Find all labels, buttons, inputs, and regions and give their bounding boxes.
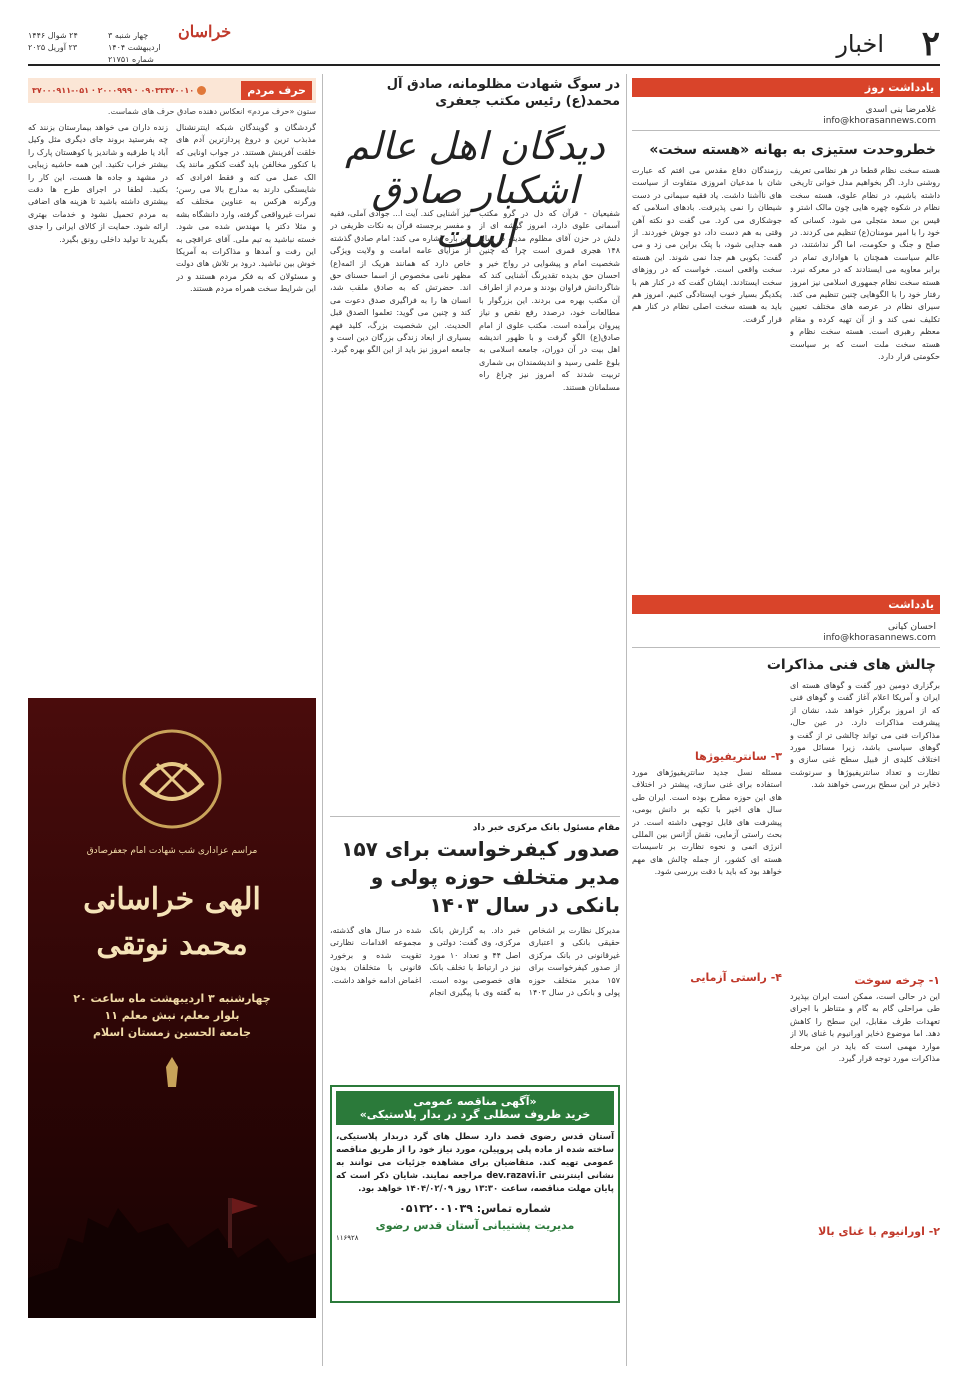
author-box [632,622,940,648]
author-box [632,105,940,131]
calligraphy-headline: دیدگان اهل عالم اشکبار صادق است [345,124,605,256]
ad-footer: مدیریت پشتیبانی آستان قدس رضوی [375,1219,575,1232]
column-note: ستون «حرف مردم» انعکاس دهنده صادق حرف های شماست. [107,107,316,116]
ad-code: ۱۱۶۹۲۸ [336,1234,359,1242]
article-text: شفیعیان - قرآن که دل در گرو مکتب آسمانی علوی دارد، امروز گوشه ای از دلش در حزن آقای مظلوم مدینه در سال ۱۴۸ هجری قمری است چرا که چنین شخصیت امام و پیشوایی در رواج خیر و احسان حق بدیده تقدیرنگ آشنایی کند که شاگردانش فراوان بودند و مردم از اطراف آن مکتب بهره می بردند. این بزرگوار با مطالعات خود، درصدد رفع نقص و نیاز پیروان برآمده است. مکتب علوی از امام صادق(ع) الگو گرفت و با ظهور اندیشه اهل بیت در آن دوران، جامعه اسلامی به بلوغ علمی رسید و اندیشمندان بی شماری تربیت شدند که امروز نیز چراغ راه مسلمانان هستند. [479,209,620,392]
poster-place: جامعة الحسین زمستان اسلام [93,1026,251,1039]
subheading: ۱- چرخه سوخت [854,974,940,987]
issue-info: چهار شنبه ۳ اردیبهشت ۱۴۰۴ شماره ۲۱۷۵۱ [108,31,161,64]
article-text: هسته سخت نظام قطعا در هر نظامی تعریف روشنی دارد. اگر بخواهیم مدل خوانی تاریخی داشته باشیم، در نظام علوی، هسته سخت نظام در شکوه چهره هایی چون مالک اشتر و قیس بن سعد متجلی می شود. کسانی که خود را با امیر مومنان(ع) تنظیم می کردند. در صلح و جنگ و حکومت، اما اگر نداشتند، در عالم سیاست همچنان با هواداری تمام در برابر معاویه می ایستادند که در معرکه نبرد. هسته سخت نظام جمهوری اسلامی نیز امروز رفتار خود را با الگوهایی چنین تنظیم می کند. سیرای نظام در عرصه های مختلف تعیین تکلیف نمی کند و از آن تهیه کرده و مقام معظم رهبری است. هسته سخت نظام و هسته سخت ملت است که بر سیاست حکومتی قرار دارد. [790,166,940,362]
poster-speaker: الهی خراسانی [83,882,261,917]
article-text: مسئله نسل جدید سانتریفیوژهای مورد استفاده برای غنی سازی، پیشتر در اختلاف های این حوزه مطرح بوده است. ایران طی سال های اخیر با تکیه بر دانش بومی، پیشرفت های قابل توجهی داشته است. در بحث راستی آزمایی، نقش آژانس بین المللی انرژی اتمی و نحوه نظارت بر تاسیسات هسته ای کشور، از جمله چالش های مهم خواهد بود که باید با دقت بررسی شود. [632,768,782,877]
column-divider [322,74,323,1366]
article-title: خطروحدت ستیزی به بهانه «هسته سخت» [649,142,936,158]
ad-body: آستان قدس رضوی قصد دارد سطل های گرد دربدار پلاستیکی، ساخته شده از ماده پلی پروپیلن، مورد نیاز خود را از طریق مناقصه عمومی تهیه کند. متقاضیان برای مشاهده جزئیات می توانند به نشانی اینترنتی dev.razavi.ir مراجعه نمایند. شایان ذکر است که پایان مهلت مناقصه، ساعت ۱۳:۳۰ روز ۱۴۰۴/۰۲/۰۹ خواهد بود. [336,1132,614,1194]
poster-speaker: محمد نوتقی [96,927,248,962]
article-body [632,165,940,585]
section-title: اخبار [836,30,884,58]
section-tag: حرف مردم [241,81,312,100]
people-voice-bar [28,78,316,103]
phone-icon [197,86,206,95]
page-number: ۲ [921,24,940,64]
subheading: ۲- اورانیوم با غنای بالا [818,1225,940,1238]
newspaper-logo: خراسان [178,22,232,41]
author-email: info@khorasannews.com [823,633,936,643]
article-body [330,208,620,808]
date-info: ۲۴ شوال ۱۴۴۶ ۲۳ آوریل ۲۰۲۵ [28,31,78,52]
section-tag: یادداشت [632,595,940,614]
ruins-silhouette-icon [28,1168,316,1318]
article-title: چالش های فنی مذاکرات [766,657,936,673]
poster-place: بلوار معلم، نبش معلم ۱۱ [104,1009,240,1022]
article-text: نیز آشنایی کند. آیت ا... جوادی آملی، فقیه و مفسر برجسته قرآن به نکات ظریفی در این باره اشاره می کند: امام صادق گذشته از مزایای عامه امامت و ولایت ویژگی خاص دارد که همانند هریک از ائمه(ع) مظهر نامی مخصوص از اسما حسنای حق اند. حضرتش که به صادق ملقب شد، انسان ها را به فراگیری صدق دعوت می کند و چنین می گوید: تعلموا الصدق قبل الحدیث. این شخصیت بزرگ، کلید فهم بسیاری از ابعاد زندگی بزرگان دین است و جامعه امروز نیز باید از این الگو بهره گیرد. [330,209,471,355]
article-text: این در حالی است، ممکن است ایران بپذیرد طی مراحلی گام به گام و متناظر با اجرای تعهدات طرف مقابل، این سطح را کاهش دهد. اما موضوع ذخایر اورانیوم با غنای بالا از موارد مهمی است که باید در این مرحله مذاکرات مورد توجه قرار گیرد. [790,992,940,1064]
page-header [28,18,940,66]
people-voice-body [28,122,316,682]
ad-phone: شماره تماس: ۰۵۱۳۲۰۰۱۰۳۹ [399,1202,551,1215]
article-title: صدور کیفرخواست برای ۱۵۷ مدیر متخلف حوزه پولی و بانکی در سال ۱۴۰۳ [341,837,620,917]
mourning-poster [28,698,316,1318]
middle-column [330,76,620,1366]
subheading: ۴- راستی آزمایی [690,971,782,984]
author-email: info@khorasannews.com [823,116,936,126]
contact-numbers: ۰۹۰۳۳۳۷۰۰۱۰ · ۲۰۰۰۹۹۹ · ۳۷۰۰۰۹۱۱-۰۵۱ [32,86,206,95]
message-list: گردشگان و گویندگان شبکه اینترنشنال مذبذب ترین و دروغ پردازترین آدم های خلقت آفرینش هستند. در جواب اونایی که با کنکور مخالفن باید گفت کنکور مانند یک الک عمل می کنه و فقط افرادی که شایستگی دارند به مدارج بالا می رسن؛ ورگرنه هرکس به عناوین مختلف که نمرات غیرواقعی گرفته، وارد دانشگاه بشه و مثلا دکتر یا مهندس شده می شود. خسته نباشید به تیم ملی. آقای عراقچی به این رفت و آمدها و مذاکرات به آمریکا خوش بین نباشید. درود بر تلاش های دولت و مسئولان که به فکر مردم هستند و در این شرایط سخت همراه مردم هستند. [176,123,316,294]
article-text: رزمندگان دفاع مقدس می افتم که عبارت شان با مدعیان امروزی متفاوت از سیاست های ناآشنا داشت. یاد فقیه سیمانی در دست شیطان را نمی پذیرفت. بادهای اسلامی که جوشکاری می کرد. می گفت دو نکته آهن وقتی به هم دست داد، دو جوش خوردند. از همه جدایی شود، با پتک براین می زد و می گفت: بکوبی هم جدا نمی شوند. این هسته سخت واقعی است. خواست که در روزهای سخت ایستادند. ایشان گفت که در کنار هم با یکدیگر بسیار خوب ایستادگی کنیم. امروز هم باید به هسته سخت اصلی نظام در کنار هم قرار گرفت. [632,166,782,324]
article-title: در سوگ شهادت مظلومانه، صادق آل محمد(ع) رئیس مکتب جعفری [386,77,620,109]
calligraphy-emblem-icon [117,724,227,834]
subheading: ۳- سانتریفیوژها [694,750,782,763]
hand-emblem-icon [152,1053,192,1093]
article-text: مدیرکل نظارت بر اشخاص حقیقی بانکی و اعتباری غیرقانونی در بانک مرکزی از صدور کیفرخواست برای ۱۵۷ مدیر متخلف حوزه پولی و بانکی در سال ۱۴۰۳ خبر داد. به گزارش بانک مرکزی، وی گفت: دولتی و اصل ۴۴ و تعداد ۱۰ مورد نیز در ارتباط با تخلف بانک های خصوصی بوده است. به گفته وی با پیگیری انجام شده در سال های گذشته، مجموعه اقدامات نظارتی تقویت شده و برخورد قانونی با متخلفان بدون اغماض ادامه خواهد داشت. [330,926,620,998]
poster-title: مراسم عزاداری شب شهادت امام جعفرصادق [86,846,258,856]
message-list: زنده داران می خواهد بیمارستان بزنند که چه بفرستید بروند جای دیگری مثل وکیل آباد یا طرقبه و شاندیز یا کوهستان پارک را بیشتر خراب تکنید. این همه حاشیه زیبایی در مشهد و جاده ها هست، این کار را بکنید. لطفا در اجرای طرح ها دقت بیشتری داشته باشید تا هزینه های اضافی به مردم تحمیل نشود و خدمات بهتری ارائه شود. حمایت از کالای ایرانی را جدی بگیرید تا تولید داخلی رونق بگیرد. [28,123,168,244]
column-divider [626,74,627,1366]
article-text: برگزاری دومین دور گفت و گوهای هسته ای ایران و آمریکا اعلام آغاز گفت و گوهای فنی که از امروز برگزار خواهد شد، نشان از پیشرفت مذاکرات دارد. در عین حال، مذاکرات فنی می تواند چالشی تر از گفت و گوهای سیاسی باشد، زیرا مسائل مورد اختلاف کلیدی از قبیل سطح غنی سازی و نظارت و تعداد سانتریفیوژها و سرنوشت ذخایر در این سطح بررسی خواهند شد. [790,681,940,790]
author-name: غلامرضا بنی اسدی [865,105,936,115]
ad-header: «آگهی مناقصه عمومی خرید ظروف سطلی گرد در بدار پلاستیکی» [336,1091,614,1125]
article-kicker: مقام مسئول بانک مرکزی خبر داد [472,823,620,833]
left-column [28,78,316,1368]
author-name: احسان کیانی [887,622,936,632]
article-body [632,680,940,1242]
section-tag: یادداشت روز [632,78,940,97]
tender-ad [330,1085,620,1303]
poster-date: چهارشنبه ۳ اردیبهشت ماه ساعت ۲۰ [73,992,271,1005]
right-column [632,78,940,1368]
